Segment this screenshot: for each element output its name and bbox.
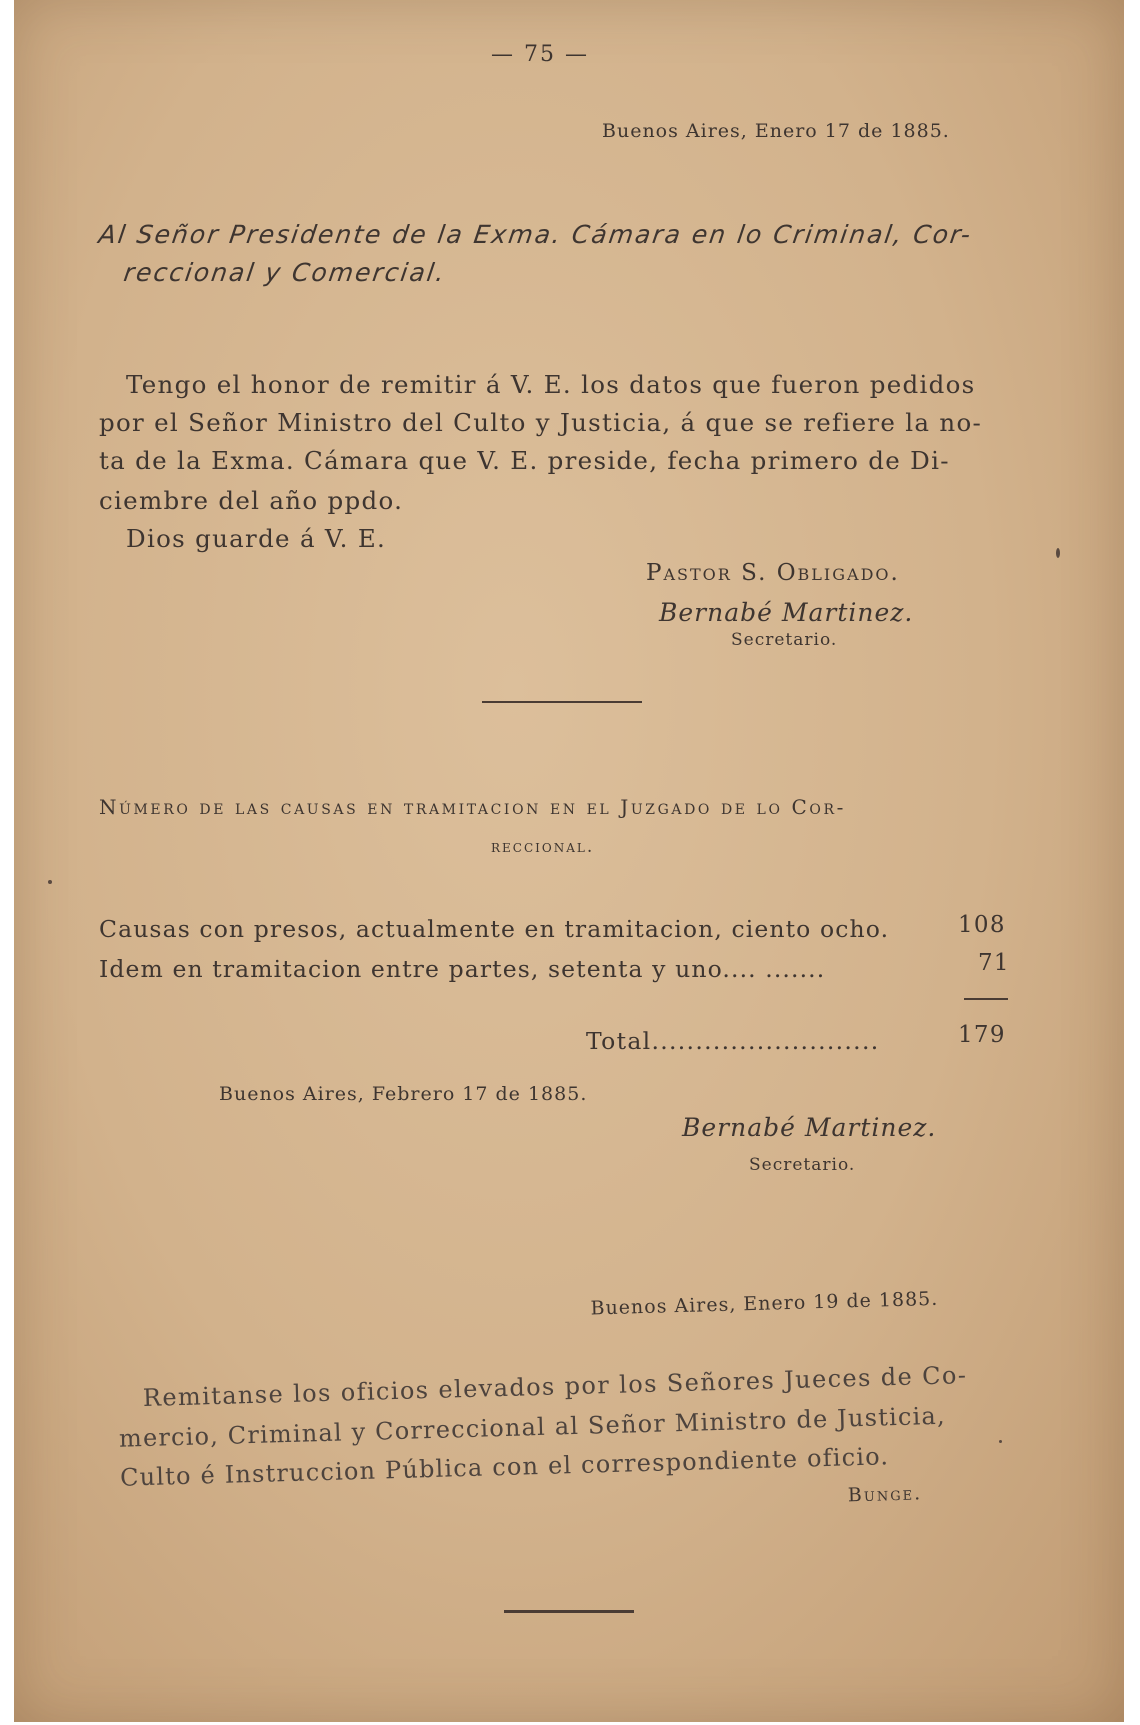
table-total-label: Total.......................... — [586, 1027, 880, 1055]
letter1-addressee-line1: Al Señor Presidente de la Exma. Cámara en lo Criminal, Cor- — [96, 220, 975, 249]
scan-speck — [48, 880, 52, 884]
table-heading-line1: Número de las causas en tramitacion en el Juzgado de lo Cor- — [99, 795, 846, 819]
letter1-body-line5: Dios guarde á V. E. — [126, 524, 387, 553]
table-secretary-name: Bernabé Martinez. — [682, 1113, 937, 1142]
letter1-dateline: Buenos Aires, Enero 17 de 1885. — [602, 120, 950, 142]
scanned-page — [14, 0, 1124, 1722]
letter1-body-line1: Tengo el honor de remitir á V. E. los datos que fueron pedidos — [126, 370, 976, 399]
table-row-2-value: 71 — [978, 950, 1010, 976]
decree-block — [14, 0, 1124, 1722]
decree-body-line3: Culto é Instruccion Pública con el correspondiente oficio. — [119, 1442, 890, 1492]
letter1-addressee-line2: reccional y Comercial. — [121, 258, 448, 287]
section-divider-2 — [504, 1610, 634, 1613]
table-dateline: Buenos Aires, Febrero 17 de 1885. — [219, 1083, 588, 1105]
decree-dateline: Buenos Aires, Enero 19 de 1885. — [590, 1287, 939, 1320]
letter1-signer: Pastor S. Obligado. — [646, 560, 900, 586]
letter1-body-line2: por el Señor Ministro del Culto y Justicia, á que se refiere la no- — [99, 408, 983, 437]
letter1-body-line3: ta de la Exma. Cámara que V. E. preside, fecha primero de Di- — [99, 446, 950, 475]
decree-signer: Bunge. — [847, 1482, 923, 1507]
table-secretary-title: Secretario. — [749, 1155, 856, 1175]
table-total-value: 179 — [958, 1022, 1006, 1048]
table-heading-line2: reccional. — [491, 837, 595, 857]
page-number: — 75 — — [491, 42, 589, 67]
decree-body-line2: mercio, Criminal y Correccional al Señor Ministro de Justicia, — [118, 1401, 947, 1453]
letter1-secretary-title: Secretario. — [731, 630, 838, 650]
letter1-body-line4: ciembre del año ppdo. — [99, 486, 404, 515]
letter1-secretary-name: Bernabé Martinez. — [659, 598, 914, 627]
scan-speck — [1056, 548, 1060, 558]
table-row-1-label: Causas con presos, actualmente en tramitacion, ciento ocho. — [99, 915, 890, 943]
scan-speck — [999, 1440, 1002, 1443]
table-row-1-value: 108 — [958, 912, 1006, 938]
decree-body-line1: Remitanse los oficios elevados por los Señores Jueces de Co- — [142, 1361, 968, 1413]
table-row-2-label: Idem en tramitacion entre partes, setenta y uno.... ....... — [99, 955, 826, 983]
